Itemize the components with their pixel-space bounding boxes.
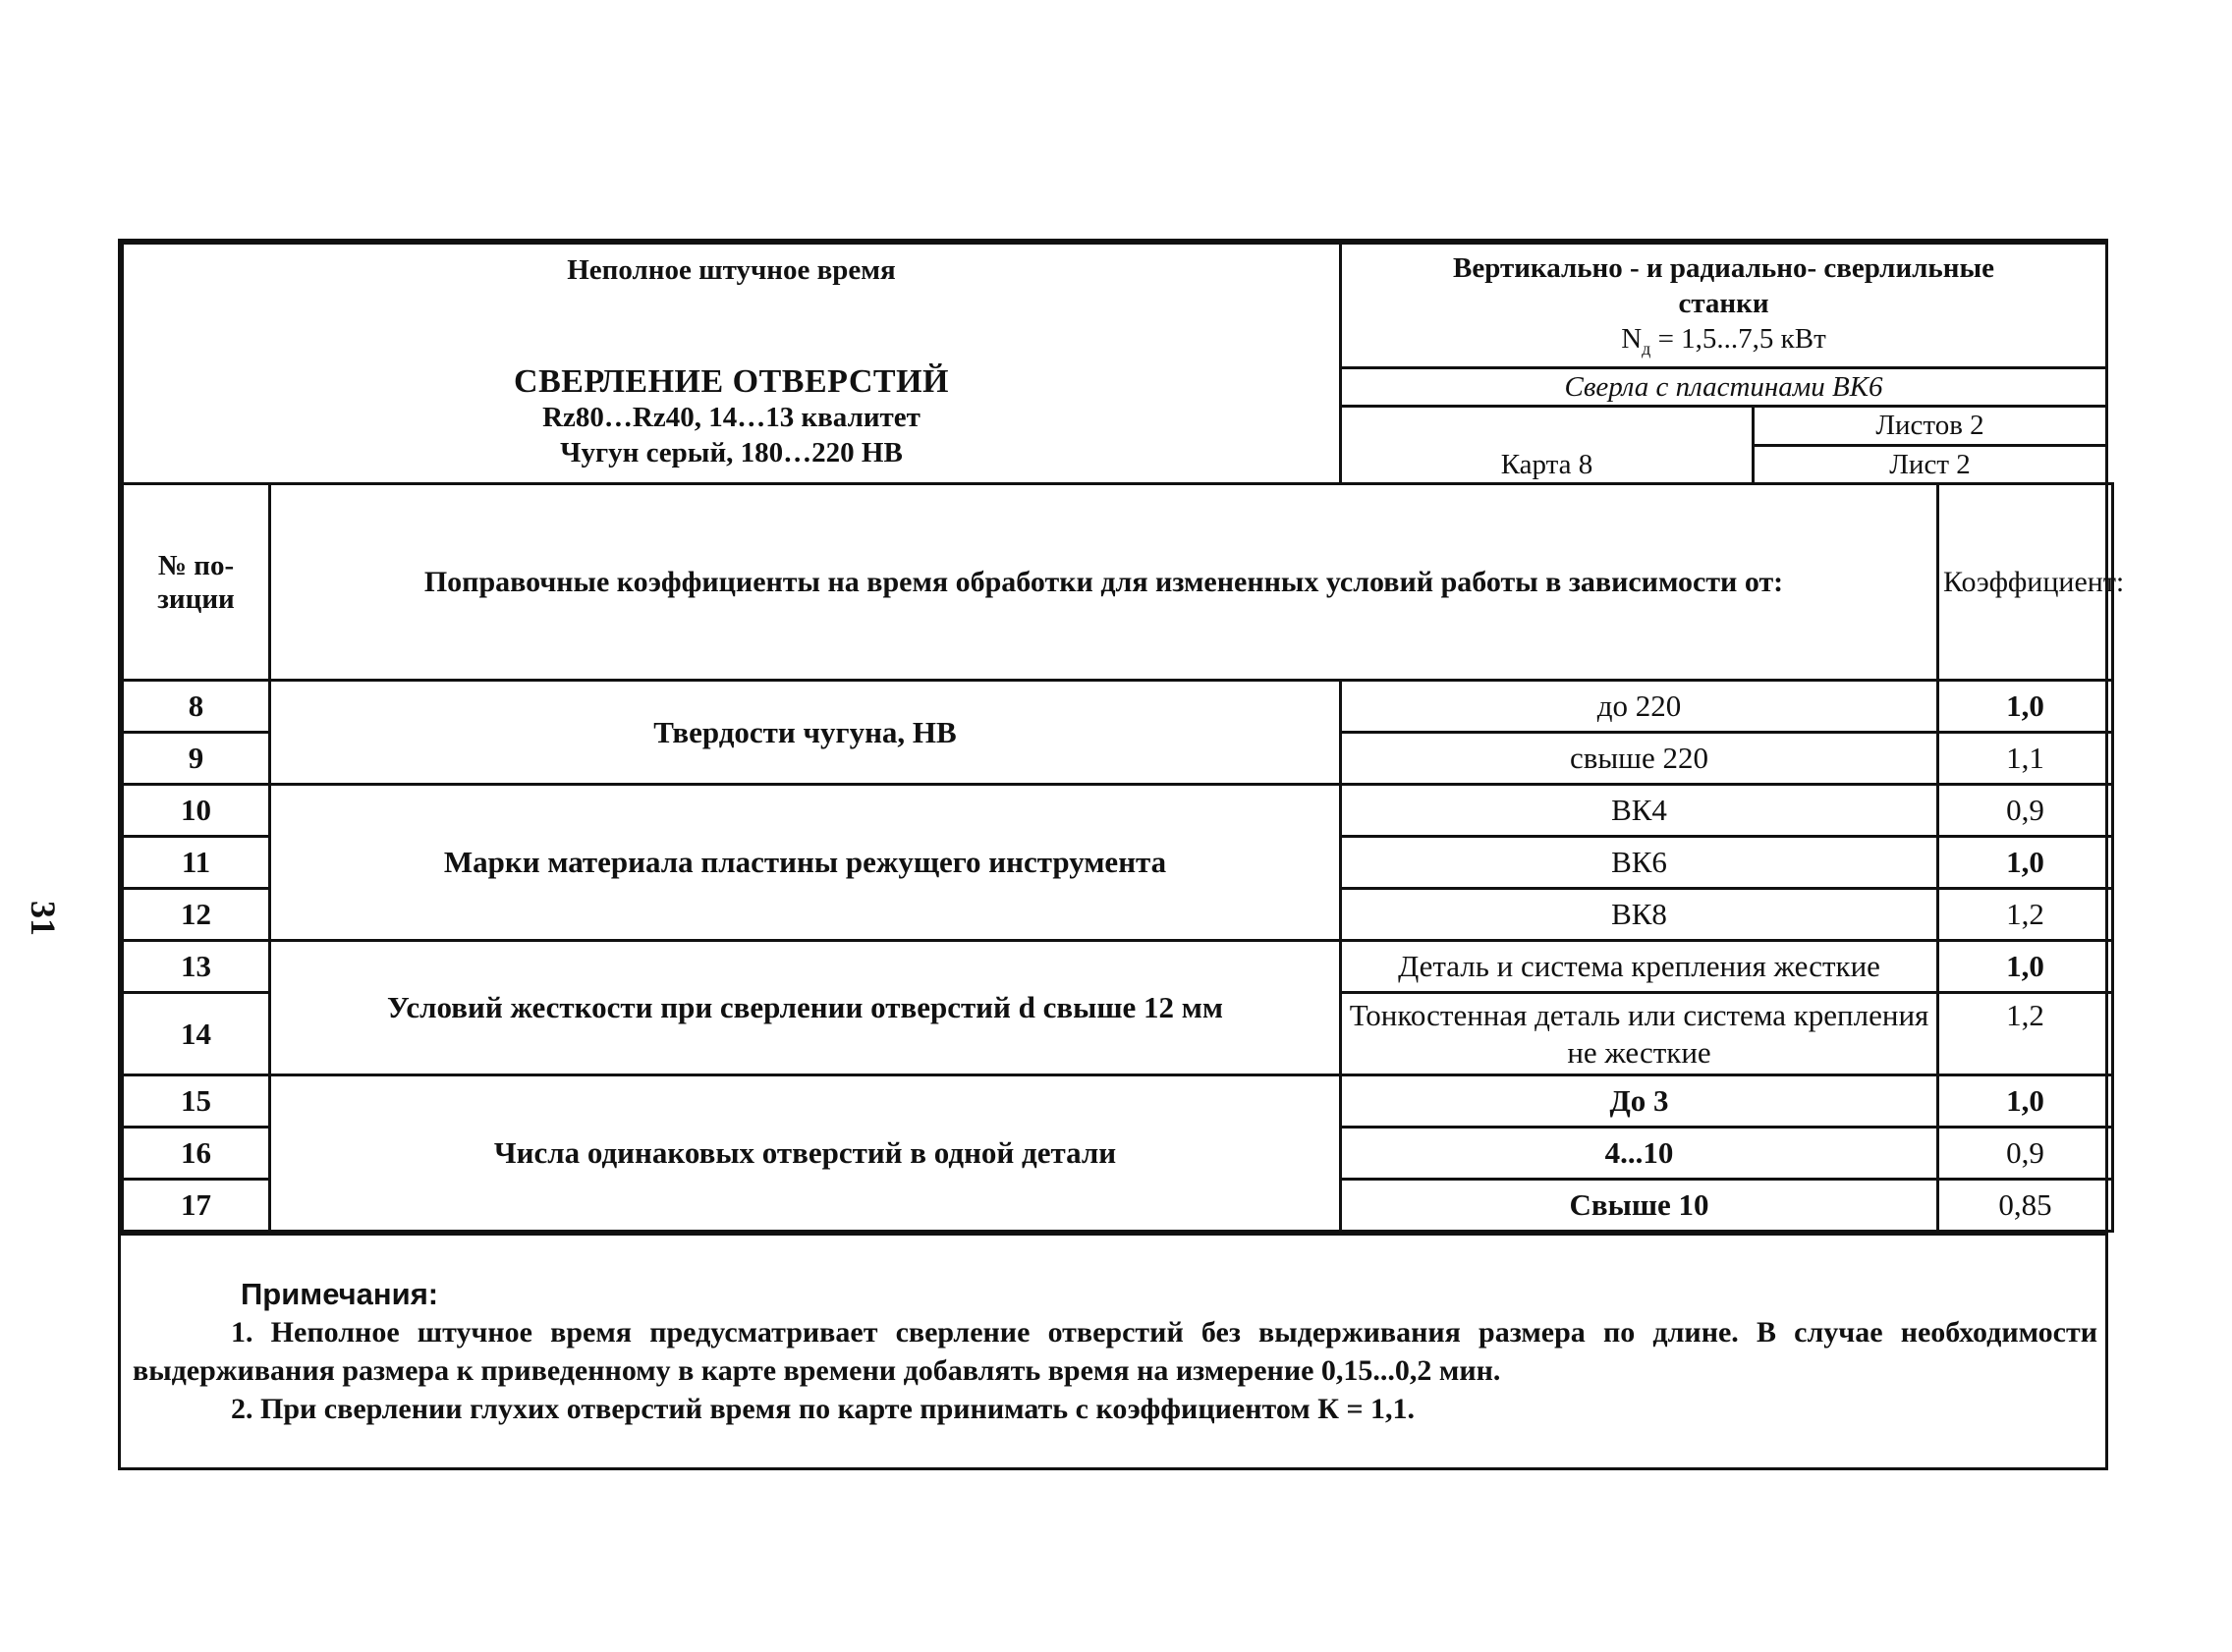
table-row bbox=[123, 785, 2113, 837]
machines-line-1: Вертикально - и радиально- сверлильные bbox=[1453, 252, 1994, 284]
note-item: 2. При сверлении глухих отверстий время по карте принимать с коэффициентом К = 1,1. bbox=[231, 1393, 1416, 1425]
row-coefficient: 1,0 bbox=[1938, 1075, 2113, 1128]
row-position: 17 bbox=[123, 1180, 270, 1232]
header-left bbox=[123, 244, 1341, 484]
row-condition: ВК8 bbox=[1341, 889, 1938, 941]
header-table bbox=[121, 242, 2108, 485]
header-subtitle-2: Чугун серый, 180…220 НВ bbox=[560, 437, 903, 468]
row-coefficient: 1,1 bbox=[1938, 733, 2113, 785]
col-header-coefficient: Коэффициент: bbox=[1938, 484, 2113, 681]
row-coefficient: 0,85 bbox=[1938, 1180, 2113, 1232]
group-label: Условий жесткости при сверлении отверстий d свыше 12 мм bbox=[270, 941, 1341, 1075]
row-coefficient: 0,9 bbox=[1938, 785, 2113, 837]
header-subtitle-1: Rz80…Rz40, 14…13 квалитет bbox=[542, 402, 921, 433]
col-header-description: Поправочные коэффициенты на время обработки для измененных условий работы в зависимости от: bbox=[270, 484, 1938, 681]
row-condition: До 3 bbox=[1341, 1075, 1938, 1128]
row-position: 16 bbox=[123, 1128, 270, 1180]
row-coefficient: 1,2 bbox=[1938, 993, 2113, 1075]
row-condition: свыше 220 bbox=[1341, 733, 1938, 785]
page-title: СВЕРЛЕНИЕ ОТВЕРСТИЙ bbox=[514, 363, 949, 400]
row-position: 12 bbox=[123, 889, 270, 941]
machines-line-2: станки bbox=[1678, 288, 1769, 319]
row-condition: до 220 bbox=[1341, 681, 1938, 733]
page-number: 31 bbox=[24, 901, 63, 936]
notes-heading: Примечания: bbox=[241, 1277, 439, 1311]
row-coefficient: 1,2 bbox=[1938, 889, 2113, 941]
card-cell: Карта 8 bbox=[1341, 407, 1754, 484]
group-label: Твердости чугуна, НВ bbox=[270, 681, 1341, 785]
row-position: 10 bbox=[123, 785, 270, 837]
note-item: 1. Неполное штучное время предусматривает сверление отверстий без выдерживания размера по длине. В случае необходимости выдерживания размера к приведенному в карте времени добавлять время на измерение 0,15...0,2 мин. bbox=[133, 1316, 2097, 1387]
row-coefficient: 1,0 bbox=[1938, 681, 2113, 733]
row-position: 9 bbox=[123, 733, 270, 785]
col-header-position: № по-зиции bbox=[123, 484, 270, 681]
row-condition: Тонкостенная деталь или система крепления не жесткие bbox=[1341, 993, 1938, 1075]
row-coefficient: 1,0 bbox=[1938, 941, 2113, 993]
header-left-top: Неполное штучное время bbox=[567, 254, 896, 286]
row-condition: ВК6 bbox=[1341, 837, 1938, 889]
group-label: Числа одинаковых отверстий в одной детали bbox=[270, 1075, 1341, 1232]
row-condition: ВК4 bbox=[1341, 785, 1938, 837]
tool-cell: Сверла с пластинами ВК6 bbox=[1341, 368, 2107, 407]
row-coefficient: 1,0 bbox=[1938, 837, 2113, 889]
row-condition: Свыше 10 bbox=[1341, 1180, 1938, 1232]
machines-cell bbox=[1341, 244, 2107, 368]
row-position: 8 bbox=[123, 681, 270, 733]
row-coefficient: 0,9 bbox=[1938, 1128, 2113, 1180]
sheet-cell: Лист 2 bbox=[1754, 445, 2107, 484]
table-row bbox=[123, 1075, 2113, 1128]
table-row bbox=[123, 941, 2113, 993]
time-card-sheet bbox=[118, 239, 2125, 1470]
row-condition: 4...10 bbox=[1341, 1128, 1938, 1180]
power-sub: д bbox=[1642, 338, 1651, 358]
power-value: = 1,5...7,5 кВт bbox=[1650, 323, 1826, 355]
row-position: 11 bbox=[123, 837, 270, 889]
row-position: 13 bbox=[123, 941, 270, 993]
row-condition: Деталь и система крепления жесткие bbox=[1341, 941, 1938, 993]
group-label: Марки материала пластины режущего инструмента bbox=[270, 785, 1341, 941]
row-position: 14 bbox=[123, 993, 270, 1075]
coefficients-table bbox=[121, 482, 2125, 1233]
power-line bbox=[1348, 321, 2099, 366]
power-symbol: N bbox=[1621, 323, 1643, 355]
notes-section bbox=[121, 1233, 2105, 1467]
sheets-total-cell: Листов 2 bbox=[1754, 407, 2107, 446]
table-row bbox=[123, 681, 2113, 733]
row-position: 15 bbox=[123, 1075, 270, 1128]
